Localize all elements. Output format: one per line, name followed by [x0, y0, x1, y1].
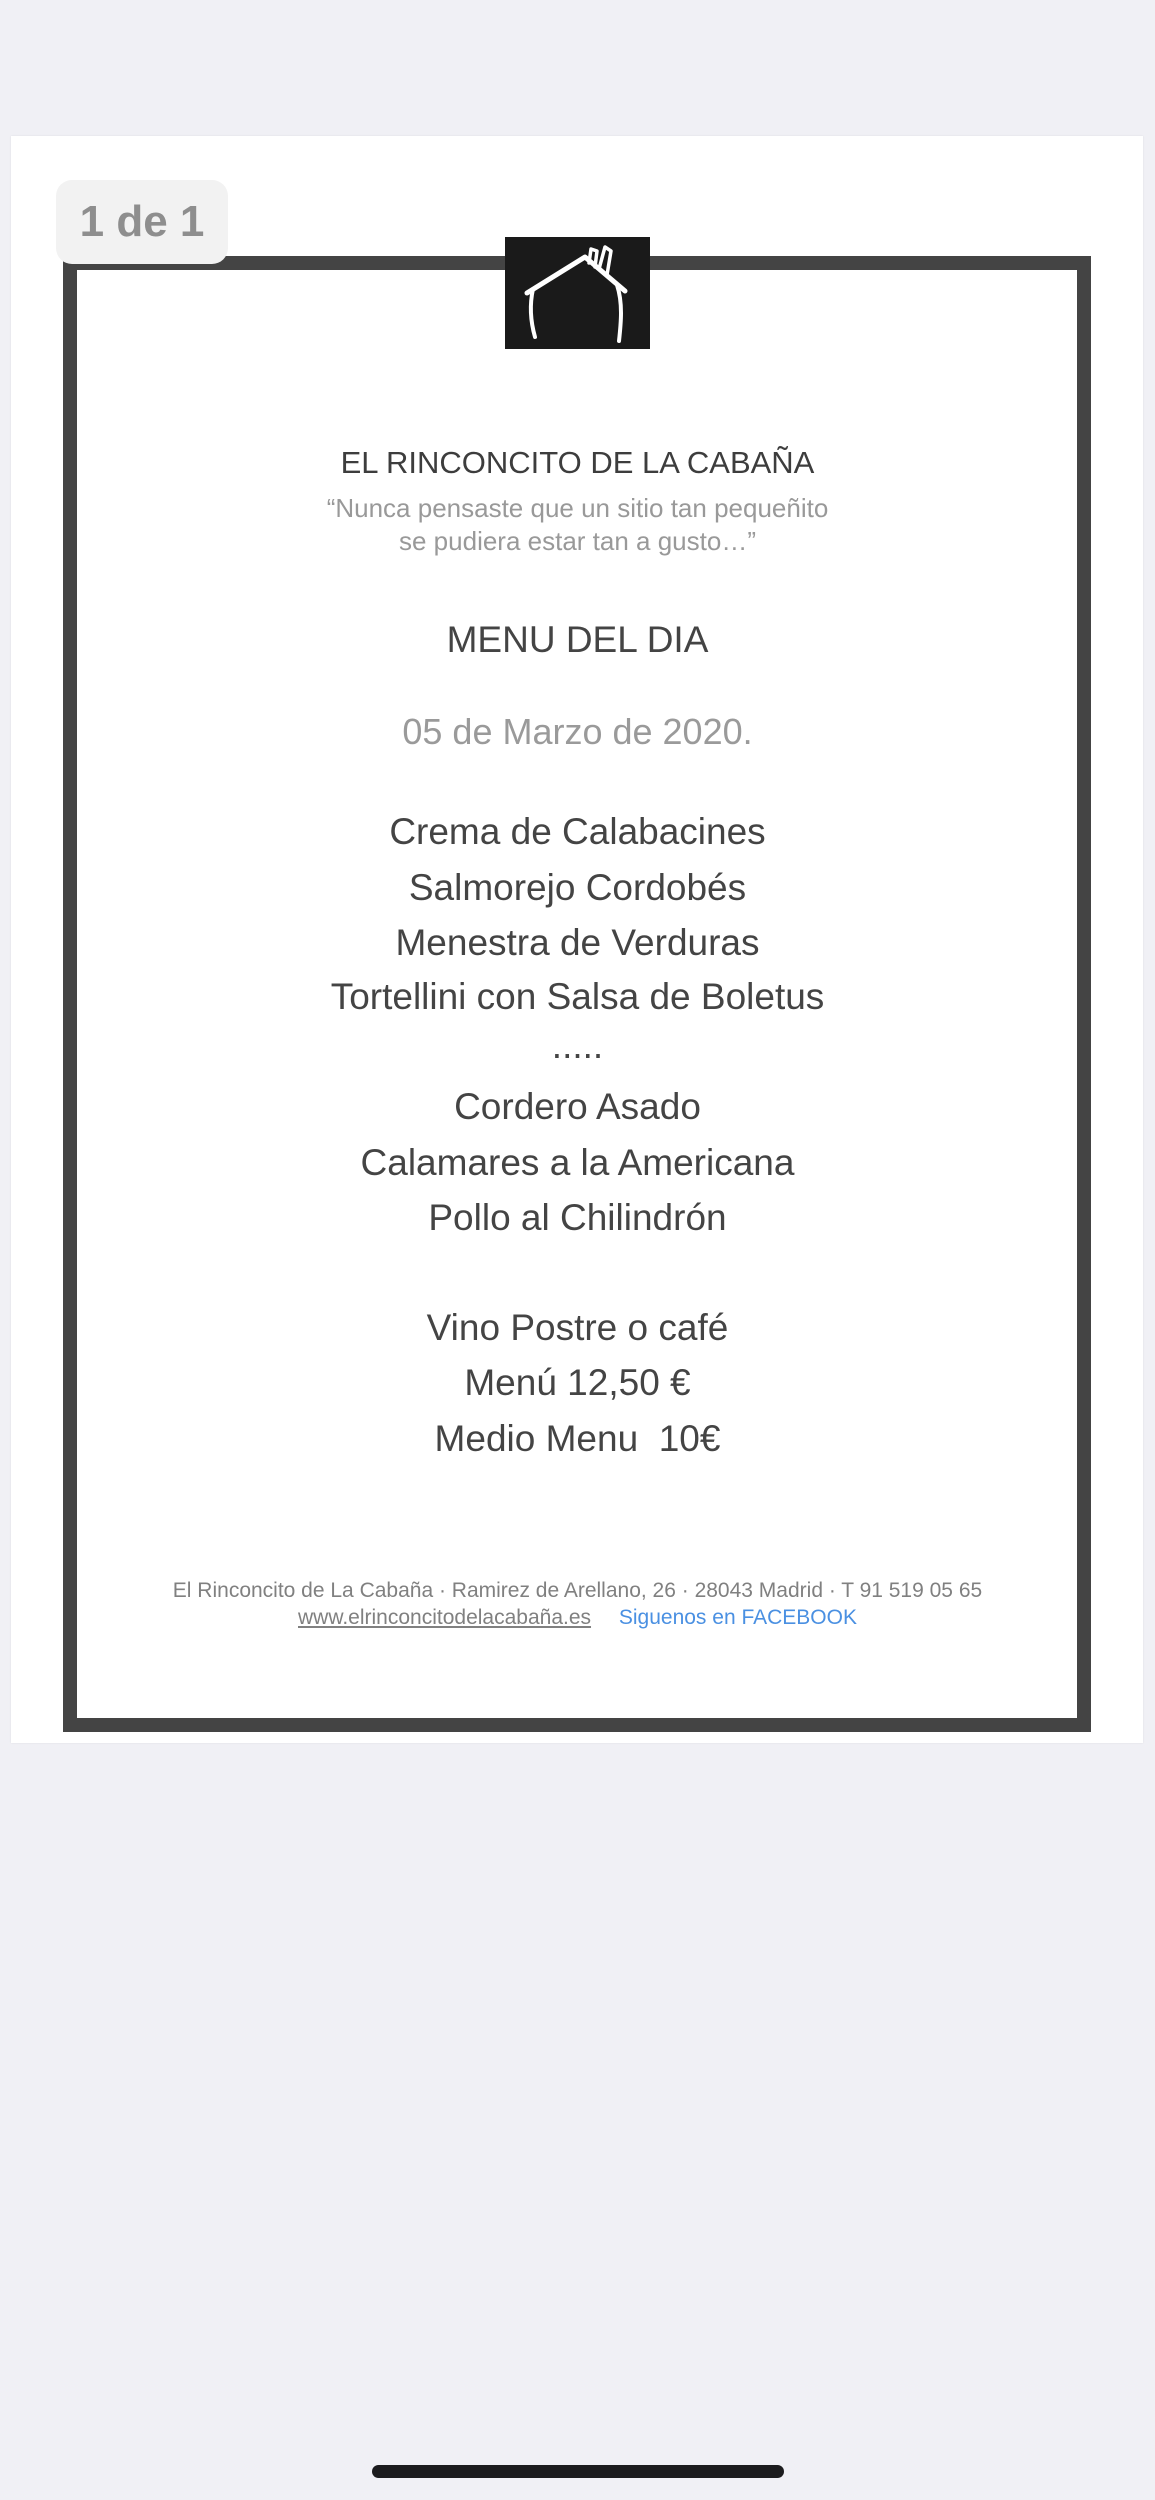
home-indicator-bar[interactable]	[372, 2465, 784, 2478]
dish-item: Pollo al Chilindrón	[428, 1197, 727, 1238]
footer-links	[0, 1605, 1155, 1631]
tagline-line-2: se pudiera estar tan a gusto…”	[399, 526, 756, 556]
menu-includes: Vino Postre o café	[426, 1307, 729, 1348]
price-half-menu: Medio Menu 10€	[434, 1418, 721, 1459]
dish-item: Calamares a la Americana	[360, 1142, 795, 1183]
house-roof-icon	[505, 237, 650, 349]
dish-item: Salmorejo Cordobés	[408, 867, 747, 908]
footer-address: El Rinconcito de La Cabaña · Ramirez de Arellano, 26 · 28043 Madrid · T 91 519 05 65	[172, 1579, 983, 1602]
dish-item: Cordero Asado	[454, 1086, 701, 1127]
website-link[interactable]: www.elrinconcitodelacabaña.es	[298, 1606, 592, 1629]
dish-item: Tortellini con Salsa de Boletus	[330, 976, 825, 1017]
menu-heading: MENU DEL DIA	[446, 619, 709, 660]
restaurant-name: EL RINCONCITO DE LA CABAÑA	[340, 445, 815, 480]
price-full-menu: Menú 12,50 €	[464, 1362, 691, 1403]
menu-date: 05 de Marzo de 2020.	[402, 711, 753, 752]
restaurant-logo	[505, 237, 650, 349]
page-indicator-badge: 1 de 1	[56, 180, 228, 264]
tagline-line-1: “Nunca pensaste que un sitio tan pequeñito	[326, 493, 829, 523]
dish-item: Menestra de Verduras	[395, 922, 760, 963]
course-separator: .....	[551, 1025, 604, 1066]
dish-item: Crema de Calabacines	[389, 811, 766, 852]
facebook-link[interactable]: Siguenos en FACEBOOK	[618, 1606, 857, 1629]
